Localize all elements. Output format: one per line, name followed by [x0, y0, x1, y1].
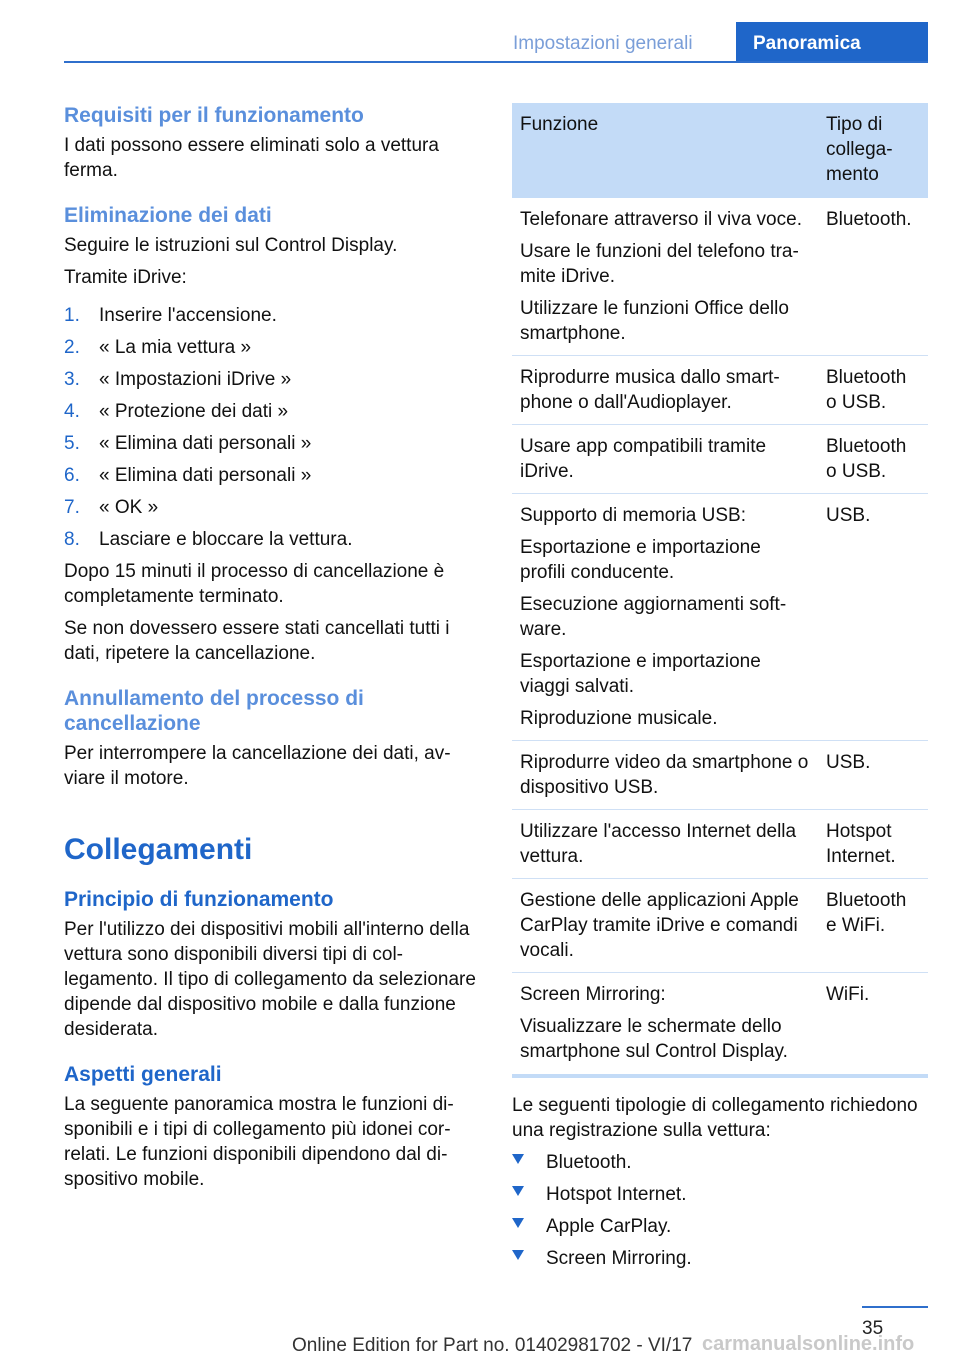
triangle-bullet-icon [512, 1186, 524, 1196]
step-text: « Protezione dei dati » [99, 401, 289, 422]
function-line: Visualizzare le schermate dello smartphone sul Control Display. [520, 1016, 788, 1062]
step-item [64, 367, 478, 399]
list-item [512, 1246, 928, 1278]
step-item [64, 527, 478, 559]
requirements-heading: Requisiti per il funzionamento [64, 104, 364, 127]
function-line: Utilizzare le funzioni Office dello smartphone. [520, 298, 789, 344]
step-text: « OK » [99, 497, 159, 518]
triangle-bullet-icon [512, 1154, 524, 1164]
left-column [64, 103, 478, 1192]
general-text: La seguente panoramica mostra le funzioni disponibili e i tipi di collegamento più idonei correlati. Le funzioni disponibili dipendono dal dispositivo mobile. [64, 1094, 454, 1190]
list-item [512, 1214, 928, 1246]
function-line: Telefonare attraverso il viva voce. [520, 209, 802, 230]
table-row [512, 198, 928, 356]
table-row [512, 973, 928, 1077]
column-header-connection: Tipo di collegamento [818, 103, 928, 198]
function-line: Usare app compatibili tramite iDrive. [520, 436, 767, 482]
edition-note: Online Edition for Part no. 01402981702 - VI/17 [292, 1335, 693, 1356]
list-item-text: Apple CarPlay. [546, 1216, 672, 1237]
registration-text: Le seguenti tipologie di collegamento richiedono una registrazione sulla vettura: [512, 1095, 918, 1141]
connection-cell: Bluetooth o USB. [818, 425, 928, 494]
watermark: carmanualsonline.info [702, 1333, 915, 1355]
connection-cell: Hotspot Internet. [818, 810, 928, 879]
registration-section [512, 1093, 928, 1278]
table-row [512, 879, 928, 973]
completion-text: Dopo 15 minuti il processo di cancellazione è completamente terminato. [64, 561, 445, 607]
step-number: 1. [64, 305, 80, 326]
function-cell [512, 356, 818, 425]
function-cell [512, 810, 818, 879]
function-line: Riprodurre video da smartphone o dispositivo USB. [520, 752, 809, 798]
footer-rule [862, 1306, 928, 1308]
function-line: Utilizzare l'accesso Internet della vettura. [520, 821, 797, 867]
step-item [64, 399, 478, 431]
page-number: 35 [862, 1318, 884, 1339]
table-row [512, 494, 928, 741]
function-cell [512, 973, 818, 1077]
connection-cell: Bluetooth. [818, 198, 928, 356]
connection-cell: WiFi. [818, 973, 928, 1077]
function-cell [512, 198, 818, 356]
step-number: 6. [64, 465, 80, 486]
function-line: Supporto di memoria USB: [520, 505, 746, 526]
step-number: 3. [64, 369, 80, 390]
step-item [64, 431, 478, 463]
connection-cell: Bluetooth e WiFi. [818, 879, 928, 973]
step-number: 7. [64, 497, 80, 518]
step-number: 4. [64, 401, 80, 422]
list-item-text: Screen Mirroring. [546, 1248, 692, 1269]
function-cell [512, 879, 818, 973]
step-item [64, 303, 478, 335]
cancel-text: Per interrompere la cancellazione dei dati, avviare il motore. [64, 743, 451, 789]
function-cell [512, 741, 818, 810]
function-line: Screen Mirroring: [520, 984, 666, 1005]
function-line: Gestione delle applicazioni Apple CarPlay tramite iDrive e comandi vocali. [520, 890, 799, 961]
deletion-heading: Eliminazione dei dati [64, 204, 272, 227]
table-row [512, 810, 928, 879]
triangle-bullet-icon [512, 1218, 524, 1228]
list-item [512, 1150, 928, 1182]
table-row [512, 425, 928, 494]
section-title: Impostazioni generali [513, 33, 693, 54]
step-text: « La mia vettura » [99, 337, 252, 358]
step-item [64, 495, 478, 527]
deletion-text: Seguire le istruzioni sul Control Display. [64, 235, 398, 256]
connections-heading: Collegamenti [64, 833, 253, 866]
deletion-idrive-text: Tramite iDrive: [64, 267, 187, 288]
table-row [512, 356, 928, 425]
step-item [64, 463, 478, 495]
step-number: 5. [64, 433, 80, 454]
page-tab: Panoramica [736, 22, 928, 63]
function-line: Usare le funzioni del telefono tramite iDrive. [520, 241, 799, 287]
function-line: Esecuzione aggiornamenti software. [520, 594, 787, 640]
general-heading: Aspetti generali [64, 1063, 222, 1086]
step-text: « Elimina dati personali » [99, 465, 312, 486]
list-item [512, 1182, 928, 1214]
step-item [64, 335, 478, 367]
cancel-heading: Annullamento del processo di cancellazione [64, 687, 364, 735]
function-line: Riproduzione musicale. [520, 708, 718, 729]
table-row [512, 741, 928, 810]
connection-cell: USB. [818, 741, 928, 810]
principle-heading: Principio di funzionamento [64, 888, 334, 911]
principle-text: Per l'utilizzo dei dispositivi mobili all'interno della vettura sono disponibili diversi tipi di collegamento. Il tipo di collegamento da selezionare dipende dal dispositivo mobile e dalla funzione desiderata. [64, 919, 476, 1040]
functions-table [512, 103, 928, 1078]
connection-cell: USB. [818, 494, 928, 741]
registration-list [512, 1150, 928, 1278]
step-text: « Impostazioni iDrive » [99, 369, 292, 390]
function-line: Riprodurre musica dallo smartphone o dall'Audioplayer. [520, 367, 780, 413]
step-text: « Elimina dati personali » [99, 433, 312, 454]
header-rule [64, 61, 928, 63]
list-item-text: Hotspot Internet. [546, 1184, 687, 1205]
column-header-function: Funzione [512, 103, 818, 198]
triangle-bullet-icon [512, 1250, 524, 1260]
step-number: 8. [64, 529, 80, 550]
step-text: Lasciare e bloccare la vettura. [99, 529, 353, 550]
repeat-text: Se non dovessero essere stati cancellati tutti i dati, ripetere la cancellazione. [64, 618, 450, 664]
function-line: Esportazione e importazione profili conducente. [520, 537, 761, 583]
connection-cell: Bluetooth o USB. [818, 356, 928, 425]
function-line: Esportazione e importazione viaggi salvati. [520, 651, 761, 697]
table-header-row [512, 103, 928, 198]
step-number: 2. [64, 337, 80, 358]
function-cell [512, 494, 818, 741]
function-cell [512, 425, 818, 494]
deletion-steps [64, 303, 478, 559]
step-text: Inserire l'accensione. [99, 305, 277, 326]
requirements-text: I dati possono essere eliminati solo a vettura ferma. [64, 135, 439, 181]
list-item-text: Bluetooth. [546, 1152, 632, 1173]
